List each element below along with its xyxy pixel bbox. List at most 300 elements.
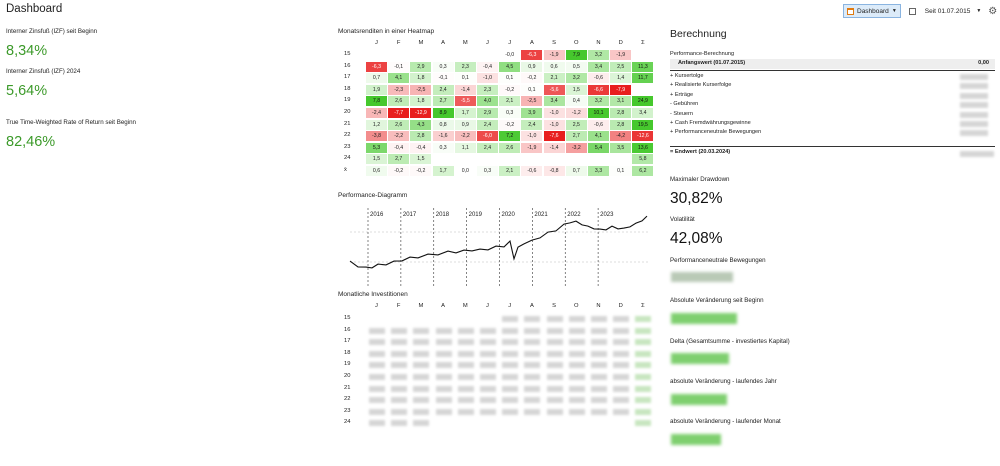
invest-year-label: 15 bbox=[344, 315, 351, 321]
heatmap-cell: 2,1 bbox=[544, 73, 565, 83]
heatmap-cell: -7,7 bbox=[388, 108, 409, 118]
heatmap-cell: -0,4 bbox=[388, 143, 409, 153]
invest-year-label: 17 bbox=[344, 338, 351, 345]
abs-change-value-redacted bbox=[671, 313, 737, 324]
invest-cell-redacted bbox=[502, 397, 518, 403]
heatmap-cell: 1,5 bbox=[366, 154, 387, 164]
volatility-value: 42,08% bbox=[670, 230, 723, 247]
heatmap-cell: -2,5 bbox=[521, 96, 542, 106]
calc-item-label: + Performanceneutrale Bewegungen bbox=[670, 129, 762, 136]
heatmap-cell: 1,2 bbox=[366, 120, 387, 130]
heatmap-cell: 4,1 bbox=[388, 73, 409, 83]
invest-cell-redacted bbox=[480, 362, 496, 368]
heatmap-cell: 3,2 bbox=[566, 73, 587, 83]
heatmap-cell: -6,3 bbox=[366, 62, 387, 72]
heatmap-cell: -2,5 bbox=[410, 85, 431, 95]
calc-items bbox=[670, 72, 995, 148]
year-label: 2022 bbox=[567, 212, 581, 218]
calc-item-value-redacted bbox=[960, 112, 988, 118]
year-label: 2023 bbox=[600, 212, 614, 218]
invest-cell-redacted bbox=[635, 339, 651, 345]
invest-cell-redacted bbox=[613, 362, 629, 368]
heatmap-cell: 5,4 bbox=[588, 143, 609, 153]
delta-value-redacted bbox=[671, 353, 729, 364]
invest-cell-redacted bbox=[391, 420, 407, 426]
invest-cell-redacted bbox=[480, 409, 496, 415]
invest-year-label: 24 bbox=[344, 419, 351, 426]
heatmap-cell: -1,0 bbox=[544, 108, 565, 118]
heatmap-cell: 2,5 bbox=[610, 62, 631, 72]
invest-cell-redacted bbox=[502, 374, 518, 380]
invest-cell-redacted bbox=[635, 362, 651, 368]
heatmap-month-header: O bbox=[574, 40, 579, 46]
calc-start-value: 0,00 bbox=[978, 60, 989, 66]
invest-title: Monatliche Investitionen bbox=[338, 291, 408, 298]
heatmap-cell: -6,3 bbox=[521, 50, 542, 60]
year-change-label: absolute Veränderung - laufendes Jahr bbox=[670, 378, 777, 385]
invest-cell-redacted bbox=[635, 409, 651, 415]
period-selector[interactable] bbox=[909, 8, 982, 15]
invest-cell-redacted bbox=[547, 374, 563, 380]
calc-item-value-redacted bbox=[960, 83, 988, 89]
heatmap-cell bbox=[455, 50, 476, 60]
heatmap-cell: 2,8 bbox=[610, 108, 631, 118]
heatmap-cell: 1,8 bbox=[410, 73, 431, 83]
invest-cell-redacted bbox=[413, 397, 429, 403]
heatmap-cell: -1,4 bbox=[544, 143, 565, 153]
heatmap-cell: 2,6 bbox=[499, 143, 520, 153]
heatmap-cell: 0,6 bbox=[544, 62, 565, 72]
invest-cell-redacted bbox=[547, 397, 563, 403]
invest-cell-redacted bbox=[547, 351, 563, 357]
year-label: 2018 bbox=[435, 212, 450, 218]
heatmap-cell: -6,0 bbox=[477, 131, 498, 141]
invest-cell-redacted bbox=[369, 374, 385, 380]
heatmap-cell: 3,4 bbox=[544, 96, 565, 106]
heatmap-cell: 0,1 bbox=[610, 166, 631, 176]
calc-item-value-redacted bbox=[960, 102, 988, 108]
heatmap-cell: -1,0 bbox=[477, 73, 498, 83]
heatmap-month-header: J bbox=[375, 40, 378, 46]
invest-cell-redacted bbox=[569, 316, 585, 322]
invest-cell-redacted bbox=[569, 374, 585, 380]
heatmap-cell: 3,9 bbox=[521, 108, 542, 118]
invest-month-header: A bbox=[441, 303, 446, 309]
heatmap-cell: -1,9 bbox=[610, 50, 631, 60]
invest-cell-redacted bbox=[391, 386, 407, 392]
invest-cell-redacted bbox=[569, 328, 585, 334]
invest-month-header: O bbox=[574, 303, 579, 309]
heatmap-year-label: 24 bbox=[344, 155, 351, 162]
heatmap-cell: 0,7 bbox=[366, 73, 387, 83]
invest-cell-redacted bbox=[436, 328, 452, 334]
invest-cell-redacted bbox=[635, 386, 651, 392]
kpi-label-irr-total: Interner Zinsfuß (IZF) seit Beginn bbox=[6, 28, 98, 35]
invest-cell-redacted bbox=[524, 409, 540, 415]
invest-cell-redacted bbox=[635, 316, 651, 322]
heatmap-cell: 3,4 bbox=[632, 108, 653, 118]
heatmap-cell bbox=[410, 50, 431, 60]
heatmap-cell: -3,8 bbox=[366, 131, 387, 141]
kpi-value-ttwror: 82,46% bbox=[6, 134, 56, 150]
heatmap-month-header: M bbox=[418, 40, 424, 46]
invest-cell-redacted bbox=[569, 351, 585, 357]
divider bbox=[670, 70, 995, 71]
dashboard-selector-label: Dashboard bbox=[857, 7, 889, 15]
invest-year-label: 20 bbox=[344, 373, 351, 379]
heatmap-cell: 1,7 bbox=[433, 166, 454, 176]
calc-title: Berechnung bbox=[670, 28, 727, 40]
heatmap-cell: 2,4 bbox=[477, 120, 498, 130]
heatmap-cell: -1,0 bbox=[521, 131, 542, 141]
heatmap-cell: 0,1 bbox=[521, 85, 542, 95]
heatmap-cell: 2,9 bbox=[477, 108, 498, 118]
chevron-down-icon: ▼ bbox=[976, 8, 982, 14]
invest-cell-redacted bbox=[591, 351, 607, 357]
heatmap-cell: 11,7 bbox=[632, 73, 653, 83]
heatmap-cell: 1,5 bbox=[410, 154, 431, 164]
invest-month-header: F bbox=[396, 303, 401, 309]
calc-end-label: = Endwert (20.03.2024) bbox=[670, 149, 731, 155]
year-label: 2017 bbox=[402, 212, 417, 218]
invest-cell-redacted bbox=[369, 420, 385, 426]
heatmap-year-label: 16 bbox=[344, 62, 351, 69]
heatmap-cell: 2,8 bbox=[410, 131, 431, 141]
invest-cell-redacted bbox=[391, 409, 407, 415]
calc-item-value-redacted bbox=[960, 93, 988, 99]
invest-cell-redacted bbox=[369, 386, 385, 392]
heatmap-cell: -2,2 bbox=[388, 131, 409, 141]
year-label: 2019 bbox=[468, 212, 482, 218]
performance-chart bbox=[338, 200, 658, 288]
heatmap-cell: -0,1 bbox=[433, 73, 454, 83]
invest-cell-redacted bbox=[613, 316, 629, 322]
invest-cell-redacted bbox=[502, 386, 518, 392]
heatmap-cell: 3,1 bbox=[610, 96, 631, 106]
heatmap-cell: 8,9 bbox=[433, 108, 454, 118]
invest-cell-redacted bbox=[480, 339, 496, 345]
dashboard-selector[interactable] bbox=[843, 4, 901, 18]
calc-item-label: + Cash Fremdwährungsgewinne bbox=[670, 120, 751, 126]
delta-label: Delta (Gesamtsumme - investiertes Kapital) bbox=[670, 338, 790, 345]
invest-cell-redacted bbox=[458, 397, 474, 403]
invest-cell-redacted bbox=[591, 397, 607, 403]
volatility-label: Volatilität bbox=[670, 216, 695, 223]
invest-cell-redacted bbox=[635, 374, 651, 380]
invest-cell-redacted bbox=[436, 386, 452, 392]
invest-cell-redacted bbox=[569, 362, 585, 368]
calc-item-value-redacted bbox=[960, 130, 988, 136]
heatmap-cell: 3,5 bbox=[610, 143, 631, 153]
heatmap-cell: 6,2 bbox=[632, 166, 653, 176]
heatmap-cell: 0,3 bbox=[499, 108, 520, 118]
invest-cell-redacted bbox=[369, 397, 385, 403]
heatmap-cell: 0,0 bbox=[461, 168, 469, 174]
performance-line bbox=[350, 216, 647, 268]
perf-chart-title: Performance-Diagramm bbox=[338, 192, 408, 199]
heatmap-cell: -0,2 bbox=[499, 85, 520, 95]
heatmap-cell: 2,4 bbox=[521, 120, 542, 130]
heatmap-cell: 0,8 bbox=[433, 120, 454, 130]
invest-cell-redacted bbox=[524, 328, 540, 334]
calc-item-label: + Realisierte Kurserfolge bbox=[670, 82, 732, 89]
invest-cell-redacted bbox=[458, 409, 474, 415]
invest-cell-redacted bbox=[413, 362, 429, 368]
invest-cell-redacted bbox=[502, 328, 518, 334]
invest-cell-redacted bbox=[591, 328, 607, 334]
heatmap-month-header: M bbox=[462, 40, 468, 46]
heatmap-cell: 2,4 bbox=[477, 143, 498, 153]
heatmap-month-header: J bbox=[508, 40, 512, 46]
invest-cell-redacted bbox=[480, 386, 496, 392]
calc-subtitle: Performance-Berechnung bbox=[670, 51, 735, 57]
divider bbox=[670, 146, 995, 147]
invest-cell-redacted bbox=[591, 339, 607, 345]
max-drawdown-value: 30,82% bbox=[670, 190, 723, 207]
invest-month-header: S bbox=[552, 303, 557, 309]
heatmap-cell: 3,4 bbox=[588, 62, 609, 72]
invest-cell-redacted bbox=[635, 420, 651, 426]
heatmap-year-label: 22 bbox=[344, 132, 351, 139]
invest-cell-redacted bbox=[547, 362, 563, 368]
invest-year-label: 18 bbox=[344, 349, 351, 356]
heatmap-cell: 3,2 bbox=[588, 96, 609, 106]
invest-cell-redacted bbox=[413, 420, 429, 426]
heatmap-cell: 7,9 bbox=[566, 50, 587, 60]
heatmap-year-label: 19 bbox=[344, 97, 351, 104]
heatmap-cell: 0,4 bbox=[566, 96, 587, 106]
heatmap-cell: 2,4 bbox=[433, 85, 454, 95]
invest-month-header: A bbox=[529, 303, 534, 309]
heatmap-cell bbox=[433, 50, 454, 60]
invest-cell-redacted bbox=[569, 386, 585, 392]
heatmap-cell: -6,6 bbox=[588, 85, 609, 95]
invest-cell-redacted bbox=[436, 339, 452, 345]
invest-cell-redacted bbox=[391, 351, 407, 357]
invest-cell-redacted bbox=[413, 351, 429, 357]
heatmap-month-header: F bbox=[396, 40, 401, 46]
invest-month-header: Σ bbox=[641, 303, 645, 309]
invest-year-label: 23 bbox=[344, 407, 351, 414]
invest-cell-redacted bbox=[369, 351, 385, 357]
calc-item-label: - Gebühren bbox=[670, 101, 699, 108]
invest-cell-redacted bbox=[413, 386, 429, 392]
heatmap-cell: -0,2 bbox=[499, 120, 520, 130]
heatmap-cell: -0,2 bbox=[410, 166, 431, 176]
heatmap-cell: 1,5 bbox=[566, 85, 587, 95]
heatmap-cell: 0,3 bbox=[433, 143, 454, 153]
invest-cell-redacted bbox=[524, 362, 540, 368]
heatmap-title: Monatsrenditen in einer Heatmap bbox=[338, 28, 435, 35]
heatmap-cell: 4,5 bbox=[499, 62, 520, 72]
invest-cell-redacted bbox=[591, 316, 607, 322]
page-title: Dashboard bbox=[6, 3, 63, 15]
heatmap-cell: -1,9 bbox=[544, 50, 565, 60]
heatmap-cell: -7,9 bbox=[610, 85, 631, 95]
year-label: 2021 bbox=[534, 212, 548, 218]
heatmap-cell: -3,2 bbox=[566, 143, 587, 153]
heatmap-cell: 0,9 bbox=[455, 120, 476, 130]
heatmap-cell: -2,3 bbox=[388, 85, 409, 95]
heatmap-cell: 2,6 bbox=[388, 96, 409, 106]
invest-cell-redacted bbox=[591, 374, 607, 380]
heatmap-cell bbox=[433, 154, 454, 164]
invest-cell-redacted bbox=[436, 409, 452, 415]
invest-cell-redacted bbox=[369, 362, 385, 368]
calc-item-label: + Erträge bbox=[670, 91, 694, 98]
gear-icon[interactable]: ⚙ bbox=[988, 5, 998, 17]
heatmap-cell: -1,2 bbox=[566, 108, 587, 118]
heatmap-cell: 2,7 bbox=[433, 96, 454, 106]
heatmap-cell: 0,6 bbox=[366, 166, 387, 176]
invest-cell-redacted bbox=[524, 386, 540, 392]
invest-month-header: D bbox=[618, 303, 623, 309]
chevron-down-icon: ▼ bbox=[891, 8, 897, 14]
heatmap-cell: 2,7 bbox=[566, 131, 587, 141]
heatmap-cell: 2,3 bbox=[477, 85, 498, 95]
heatmap-cell: 2,3 bbox=[455, 62, 476, 72]
heatmap-year-label: 23 bbox=[344, 143, 351, 150]
heatmap-cell: -0,6 bbox=[588, 73, 609, 83]
heatmap-cell: 19,5 bbox=[632, 120, 653, 130]
invest-cell-redacted bbox=[569, 339, 585, 345]
invest-cell-redacted bbox=[591, 409, 607, 415]
invest-cell-redacted bbox=[502, 316, 518, 322]
heatmap-month-header: A bbox=[529, 40, 534, 46]
invest-cell-redacted bbox=[480, 328, 496, 334]
heatmap-month-header: Σ bbox=[641, 40, 645, 46]
heatmap-cell bbox=[521, 154, 542, 164]
heatmap-cell bbox=[477, 50, 498, 60]
heatmap-cell: 24,9 bbox=[632, 96, 653, 106]
heatmap-cell: 1,7 bbox=[455, 108, 476, 118]
invest-year-label: 22 bbox=[344, 396, 351, 403]
invest-cell-redacted bbox=[524, 351, 540, 357]
heatmap bbox=[338, 40, 658, 190]
invest-cell-redacted bbox=[458, 351, 474, 357]
calc-item-label: - Steuern bbox=[670, 110, 694, 117]
heatmap-cell: 1,9 bbox=[366, 85, 387, 95]
heatmap-cell: -1,9 bbox=[521, 143, 542, 153]
heatmap-cell: 2,7 bbox=[388, 154, 409, 164]
heatmap-cell: -0,1 bbox=[388, 62, 409, 72]
invest-cell-redacted bbox=[436, 374, 452, 380]
invest-month-header: J bbox=[486, 303, 489, 309]
kpi-label-irr-year: Interner Zinsfuß (IZF) 2024 bbox=[6, 68, 81, 75]
invest-cell-redacted bbox=[391, 362, 407, 368]
heatmap-cell: -2,2 bbox=[455, 131, 476, 141]
heatmap-cell: 0,1 bbox=[455, 73, 476, 83]
heatmap-cell: 7,8 bbox=[366, 96, 387, 106]
invest-cell-redacted bbox=[547, 316, 563, 322]
invest-cell-redacted bbox=[524, 374, 540, 380]
heatmap-cell: 1,8 bbox=[410, 96, 431, 106]
invest-cell-redacted bbox=[613, 339, 629, 345]
heatmap-cell: 0,1 bbox=[499, 73, 520, 83]
heatmap-cell: 0,7 bbox=[566, 166, 587, 176]
heatmap-month-header: S bbox=[552, 40, 557, 46]
heatmap-cell bbox=[388, 50, 409, 60]
invest-month-header: N bbox=[596, 303, 601, 309]
invest-cell-redacted bbox=[635, 328, 651, 334]
heatmap-cell: -0,2 bbox=[388, 166, 409, 176]
calc-item-value-redacted bbox=[960, 74, 988, 80]
dashboard-icon bbox=[847, 8, 854, 15]
calc-item-label: + Kursertolge bbox=[670, 73, 704, 79]
invest-cell-redacted bbox=[413, 374, 429, 380]
calendar-icon bbox=[909, 8, 916, 15]
invest-cell-redacted bbox=[502, 339, 518, 345]
invest-year-label: 19 bbox=[344, 361, 351, 368]
invest-month-header: J bbox=[508, 303, 512, 309]
heatmap-cell: 0,3 bbox=[477, 166, 498, 176]
heatmap-cell: -0,8 bbox=[544, 166, 565, 176]
heatmap-cell bbox=[477, 154, 498, 164]
invest-cell-redacted bbox=[369, 409, 385, 415]
heatmap-cell: -0,4 bbox=[410, 143, 431, 153]
year-label: 2016 bbox=[370, 212, 384, 218]
year-change-value-redacted bbox=[671, 394, 727, 405]
heatmap-cell bbox=[610, 154, 631, 164]
invest-cell-redacted bbox=[413, 328, 429, 334]
invest-month-header: J bbox=[375, 303, 378, 309]
year-label: 2020 bbox=[501, 212, 515, 218]
invest-cell-redacted bbox=[480, 397, 496, 403]
heatmap-cell: 3,3 bbox=[588, 166, 609, 176]
invest-cell-redacted bbox=[413, 339, 429, 345]
heatmap-month-header: A bbox=[441, 40, 446, 46]
calc-start-row bbox=[670, 59, 995, 69]
invest-cell-redacted bbox=[613, 386, 629, 392]
neutral-value-redacted bbox=[671, 272, 733, 282]
heatmap-cell: 4,3 bbox=[410, 120, 431, 130]
invest-cell-redacted bbox=[369, 328, 385, 334]
heatmap-cell bbox=[632, 85, 653, 95]
invest-cell-redacted bbox=[569, 397, 585, 403]
invest-cell-redacted bbox=[391, 397, 407, 403]
invest-cell-redacted bbox=[613, 328, 629, 334]
heatmap-cell: 5,8 bbox=[632, 154, 653, 164]
invest-cell-redacted bbox=[524, 339, 540, 345]
heatmap-year-label: 15 bbox=[344, 51, 351, 57]
invest-cell-redacted bbox=[635, 351, 651, 357]
invest-cell-redacted bbox=[502, 351, 518, 357]
invest-cell-redacted bbox=[547, 409, 563, 415]
invest-cell-redacted bbox=[591, 386, 607, 392]
invest-cell-redacted bbox=[458, 339, 474, 345]
heatmap-cell: -0,4 bbox=[477, 62, 498, 72]
invest-cell-redacted bbox=[391, 328, 407, 334]
invest-cell-redacted bbox=[391, 374, 407, 380]
heatmap-cell bbox=[366, 50, 387, 60]
month-change-label: absolute Veränderung - laufender Monat bbox=[670, 418, 781, 425]
invest-cell-redacted bbox=[569, 409, 585, 415]
invest-cell-redacted bbox=[635, 397, 651, 403]
abs-change-label: Absolute Veränderung seit Beginn bbox=[670, 297, 764, 304]
heatmap-cell bbox=[588, 154, 609, 164]
invest-cell-redacted bbox=[591, 362, 607, 368]
heatmap-cell: -0,6 bbox=[521, 166, 542, 176]
heatmap-cell: 2,9 bbox=[410, 62, 431, 72]
heatmap-cell: 7,2 bbox=[499, 131, 520, 141]
heatmap-year-label: 21 bbox=[344, 120, 351, 127]
heatmap-month-header: N bbox=[596, 40, 601, 46]
heatmap-cell: -1,6 bbox=[433, 131, 454, 141]
invest-cell-redacted bbox=[613, 374, 629, 380]
invest-cell-redacted bbox=[613, 397, 629, 403]
invest-cell-redacted bbox=[613, 409, 629, 415]
neutral-label: Performanceneutrale Bewegungen bbox=[670, 257, 766, 264]
